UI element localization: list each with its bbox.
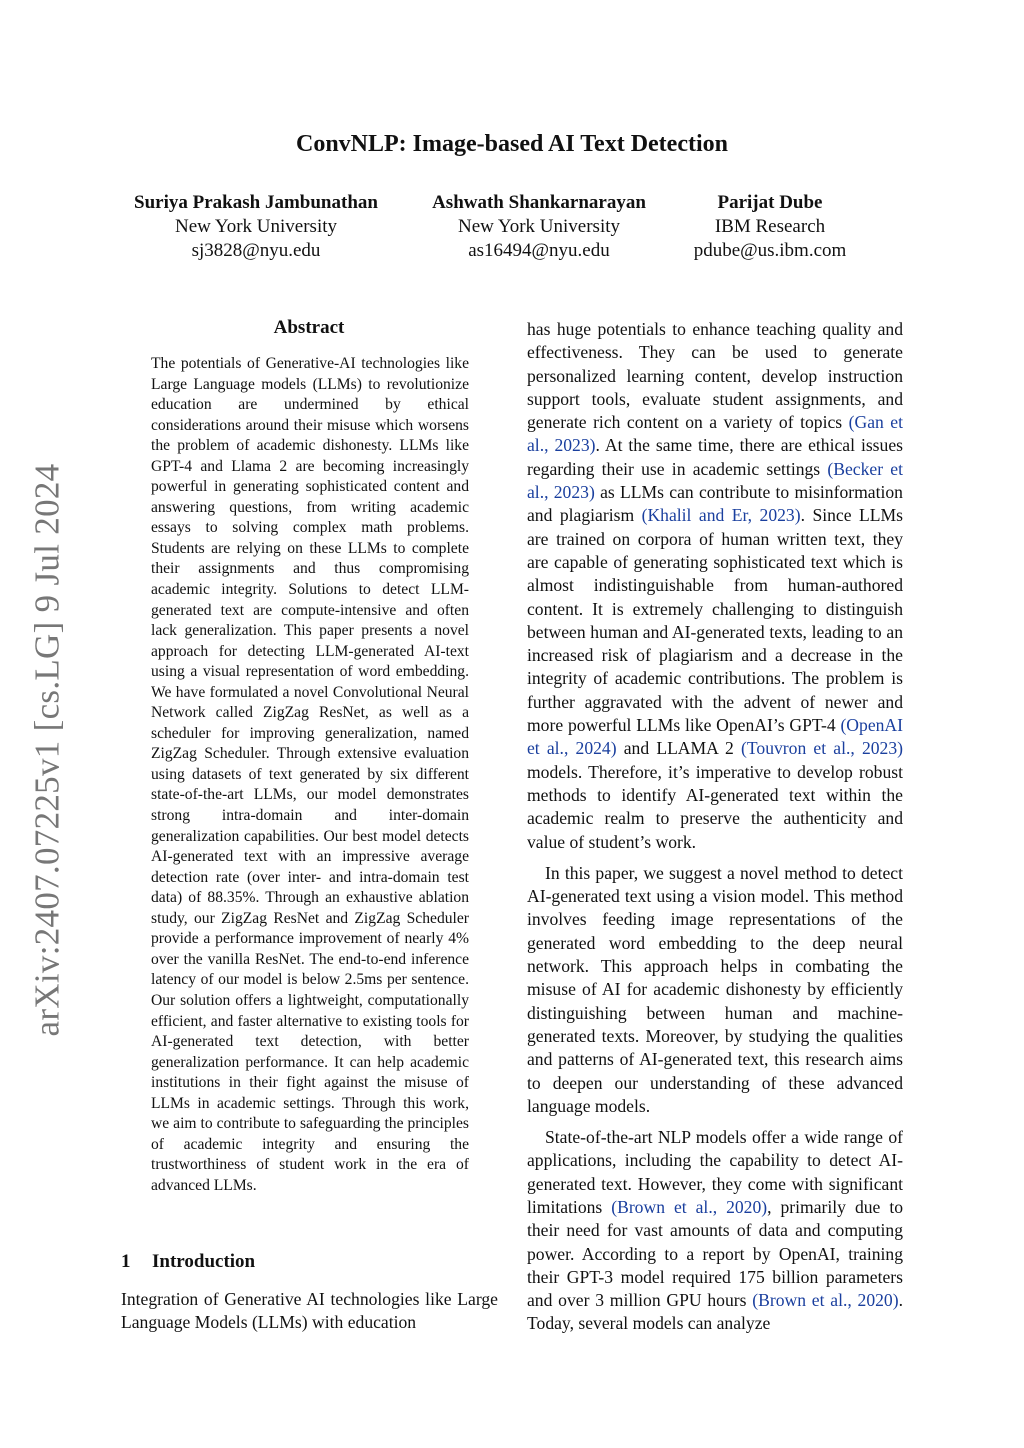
author-block-3 [675, 191, 865, 263]
author-email: pdube@us.ibm.com [693, 240, 847, 261]
author-name: Ashwath Shankarnarayan [432, 192, 646, 213]
arxiv-identifier-text: arXiv:2407.07225v1 [cs.LG] 9 Jul 2024 [27, 463, 67, 1037]
citation-link[interactable]: (OpenAI et al., 2024) [527, 715, 903, 759]
introduction-paragraph-3: State-of-the-art NLP models offer a wide range of applications, including the capability to detect AI-generated text. However, they come with significant limitations (Brown et al., 2020), primarily due to their need for vast amounts of data and computing power. According to a report by OpenAI, training their GPT-3 model required 175 billion parameters and over 3 million GPU hours (Brown et al., 2020). Today, several models can analyze [527, 1127, 903, 1334]
abstract-text: The potentials of Generative-AI technologies like Large Language models (LLMs) to revolutionize education are undermined by ethical considerations around their misuse which worsens the problem of academic dishonesty. LLMs like GPT-4 and Llama 2 are becoming increasingly powerful in generating sophisticated content and answering questions, from writing academic essays to solving complex math problems. Students are relying on these LLMs to complete their assignments and thus compromising academic integrity. Solutions to detect LLM-generated text are compute-intensive and often lack generalization. This paper presents a novel approach for detecting LLM-generated AI-text using a visual representation of word embedding. We have formulated a novel Convolutional Neural Network called ZigZag ResNet, as well as a scheduler for improving generalization, named ZigZag Scheduler. Through extensive evaluation using datasets of text generated by six different state-of-the-art LLMs, our model demonstrates strong intra-domain and inter-domain generalization capabilities. Our best model detects AI-generated text with an impressive average detection rate (over inter- and intra-domain test data) of 88.35%. Through an exhaustive ablation study, our ZigZag ResNet and ZigZag Scheduler provide a performance improvement of nearly 4% over the vanilla ResNet. The end-to-end inference latency of our model is below 2.5ms per sentence. Our solution offers a lightweight, computationally efficient, and faster alternative to existing tools for AI-generated text detection, with better generalization performance. It can help academic institutions in their fight against the misuse of LLMs in academic settings. Through this work, we aim to contribute to safeguarding the principles of academic integrity and ensuring the trustworthiness of student work in the era of advanced LLMs. [151, 355, 469, 1194]
author-name: Parijat Dube [717, 192, 823, 213]
arxiv-identifier [22, 455, 72, 1045]
author-affiliation: New York University [174, 216, 338, 237]
author-affiliation: New York University [457, 216, 621, 237]
citation-link[interactable]: (Brown et al., 2020) [611, 1196, 768, 1217]
introduction-paragraph-continued: has huge potentials to enhance teaching quality and effectiveness. They can be used to generate personalized learning content, develop instruction support tools, evaluate student assignments, and generate rich content on a variety of topics (Gan et al., 2023). At the same time, there are ethical issues regarding their use in academic settings (Becker et al., 2023) as LLMs can contribute to misinformation and plagiarism (Khalil and Er, 2023). Since LLMs are trained on corpora of human written text, they are capable of generating sophisticated text which is almost indistinguishable from human-authored content. It is extremely challenging to distinguish between human and AI-generated texts, leading to an increased risk of plagiarism and a decrease in the integrity of academic contributions. The problem is further aggravated with the advent of newer and more powerful LLMs like OpenAI’s GPT-4 (OpenAI et al., 2024) and LLAMA 2 (Touvron et al., 2023) models. Therefore, it’s imperative to develop robust methods to identify AI-generated text within the academic realm to preserve the authenticity and value of student’s work. [527, 319, 903, 852]
right-column [527, 318, 903, 1336]
author-email: as16494@nyu.edu [468, 240, 610, 261]
introduction-paragraph-start: Integration of Generative AI technologies like Large Language Models (LLMs) with education [121, 1289, 498, 1333]
author-affiliation: IBM Research [714, 216, 826, 237]
citation-link[interactable]: (Khalil and Er, 2023) [641, 505, 801, 526]
introduction-paragraph-2: In this paper, we suggest a novel method to detect AI-generated text using a vision model. This method involves feeding image representations of the generated word embedding to the deep neural network. This approach helps in combating the misuse of AI for academic dishonesty by efficiently distinguishing between human and machine-generated texts. Moreover, by studying the qualities and patterns of AI-generated text, this research aims to deepen our understanding of these advanced language models. [527, 862, 903, 1116]
author-block-2 [414, 191, 664, 263]
author-name: Suriya Prakash Jambunathan [134, 192, 378, 213]
citation-link[interactable]: (Brown et al., 2020) [752, 1290, 899, 1311]
section-heading-introduction [121, 1251, 255, 1273]
abstract-heading: Abstract [273, 317, 345, 338]
section-number: 1 [121, 1251, 131, 1272]
citation-link[interactable]: (Gan et al., 2023) [527, 412, 903, 456]
citation-link[interactable]: (Becker et al., 2023) [527, 458, 903, 503]
author-email: sj3828@nyu.edu [191, 240, 321, 261]
author-block-1 [115, 191, 397, 263]
section-title: Introduction [152, 1251, 256, 1272]
citation-link[interactable]: (Touvron et al., 2023) [741, 738, 903, 759]
paper-title: ConvNLP: Image-based AI Text Detection [296, 131, 728, 157]
